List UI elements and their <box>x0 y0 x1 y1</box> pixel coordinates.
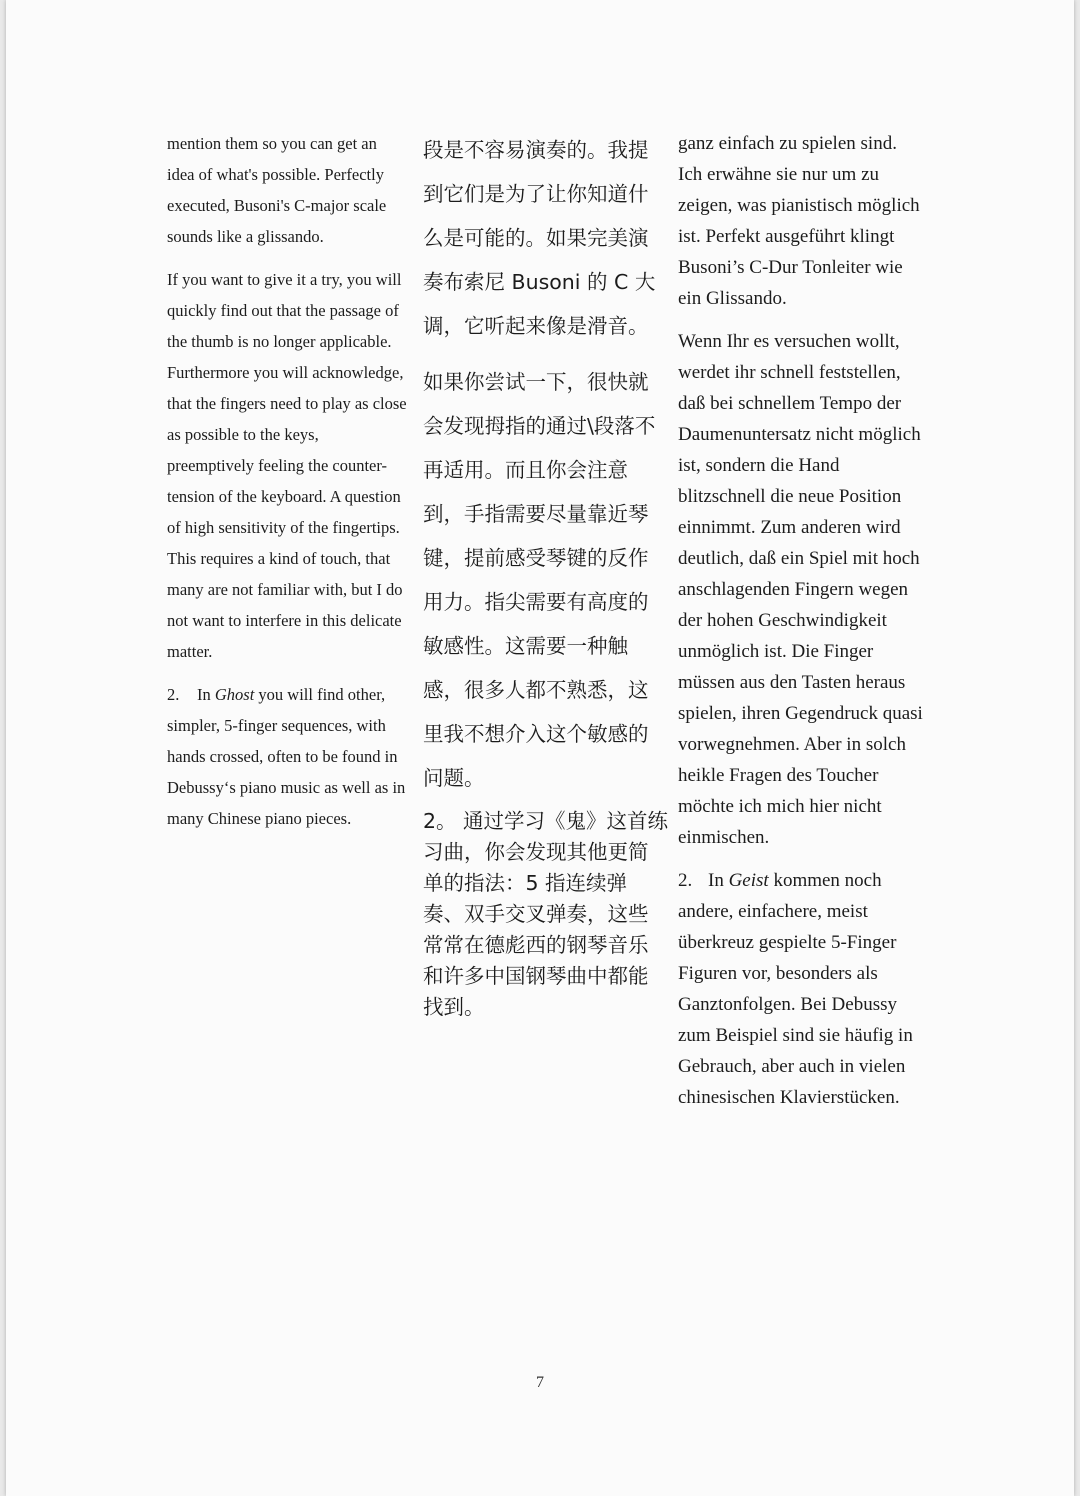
text-after-title: you will find other, simpler, 5-finger sequences, with hands crossed, often to be found in Debussy‘s piano music as well as in many Chinese piano pieces. <box>167 685 406 828</box>
english-paragraph-3 <box>167 679 407 834</box>
german-column <box>678 128 923 1113</box>
piece-title: Ghost <box>214 685 255 704</box>
list-number: 2. <box>167 685 180 704</box>
chinese-column <box>423 128 668 1023</box>
list-number: 2。 <box>423 809 457 833</box>
piece-title: Geist <box>728 870 769 891</box>
english-paragraph-1: mention them so you can get an idea of what's possible. Perfectly executed, Busoni's C-major scale sounds like a glissando. <box>167 134 387 246</box>
page-number: 7 <box>536 1374 544 1391</box>
list-number: 2. <box>678 870 693 891</box>
text-before-title: In <box>708 870 724 891</box>
chinese-paragraph-2: 如果你尝试一下，很快就会发现拇指的通过\段落不再适用。而且你会注意到，手指需要尽量靠近琴键，提前感受琴键的反作用力。指尖需要有高度的敏感性。这需要一种触感，很多人都不熟悉，这里我不想介入这个敏感的问题。 <box>423 370 656 790</box>
document-page <box>6 0 1074 1496</box>
chinese-paragraph-3-text: 通过学习《鬼》这首练习曲，你会发现其他更简单的指法：5 指连续弹奏、双手交叉弹奏，这些常常在德彪西的钢琴音乐和许多中国钢琴曲中都能找到。 <box>423 809 668 1019</box>
german-paragraph-2: Wenn Ihr es versuchen wollt, werdet ihr schnell feststellen, daß bei schnellem Tempo der Daumenuntersatz nicht möglich ist, sondern die Hand blitzschnell die neue Position einnimmt. Zum anderen wird deutlich, daß ein Spiel mit hoch anschlagenden Fingern wegen der hohen Geschwindigkeit unmöglich ist. Die Finger müssen aus den Tasten heraus spielen, ihren Gegendruck quasi vorwegnehmen. Aber in solch heikle Fragen des Toucher möchte ich mich hier nicht einmischen. <box>678 331 923 848</box>
text-after-title: kommen noch andere, einfachere, meist überkreuz gespielte 5-Finger Figuren vor, besonders als Ganztonfolgen. Bei Debussy zum Beispiel sind sie häufig in Gebrauch, aber auch in vielen chinesischen Klavierstücken. <box>678 870 913 1108</box>
english-paragraph-2: If you want to give it a try, you will quickly find out that the passage of the thumb is no longer applicable. Furthermore you will acknowledge, that the fingers need to play as close as possible to the keys, preemptively feeling the counter-tension of the keyboard. A question of high sensitivity of the fingertips. This requires a kind of touch, that many are not familiar with, but I do not want to interfere in this delicate matter. <box>167 270 407 661</box>
german-paragraph-1: ganz einfach zu spielen sind. Ich erwähne sie nur um zu zeigen, was pianistisch möglich ist. Perfekt ausgeführt klingt Busoni’s C-Dur Tonleiter wie ein Glissando. <box>678 133 920 309</box>
text-before-title: In <box>197 685 211 704</box>
german-paragraph-3 <box>678 865 923 1113</box>
english-column <box>167 128 407 834</box>
chinese-paragraph-3 <box>423 806 668 1023</box>
chinese-paragraph-1: 段是不容易演奏的。我提到它们是为了让你知道什么是可能的。如果完美演奏布索尼 Busoni 的 C 大调，它听起来像是滑音。 <box>423 138 656 338</box>
